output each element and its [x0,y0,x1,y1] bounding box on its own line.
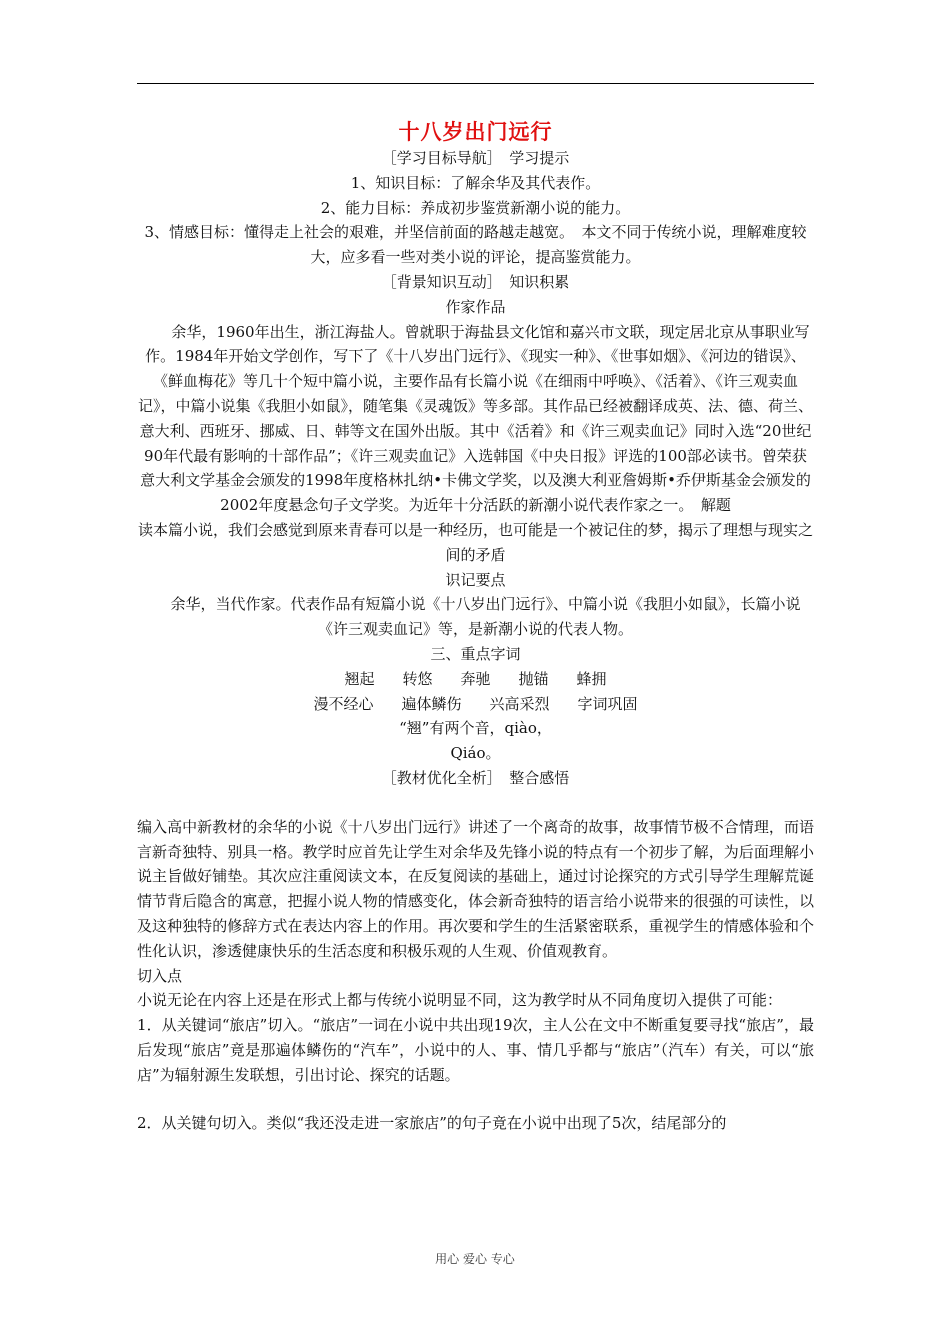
section-heading-analysis: ［教材优化全析］ 整合感悟 [381,768,570,787]
pronunciation-note: “翘”有两个音，qiào， [399,719,552,738]
key-word: 字词巩固 [577,694,638,713]
key-points-paragraph: 余华，当代作家。代表作品有短篇小说《十八岁出门远行》、中篇小说《我胆小如鼠》，长篇小说《许三观卖血记》等，是新潮小说的代表人物。 [170,595,801,639]
key-word: 转悠 [402,669,433,688]
key-word: 翘起 [344,669,375,688]
key-word: 抛锚 [518,669,549,688]
entry-point-2: 2．从关键句切入。类似“我还没走进一家旅店”的句子竟在小说中出现了5次，结尾部分的 [137,1114,727,1133]
entry-point-1: 1．从关键词“旅店”切入。“旅店”一词在小说中共出现19次，主人公在文中不断重复要寻找“旅店”，最后发现“旅店”竟是那遍体鳞伤的“汽车”，小说中的人、事、情几乎都与“旅店”（汽车）有关，可以“旅店”为辐射源生发联想，引出讨论、探究的话题。 [137,1016,814,1084]
author-bio-paragraph: 余华，1960年出生，浙江海盐人。曾就职于海盐县文化馆和嘉兴市文联，现定居北京从事职业写作。1984年开始文学创作，写下了《十八岁出门远行》、《现实一种》、《世事如烟》、《河边的错误》、《鲜血梅花》等几十个短中篇小说，主要作品有长篇小说《在细雨中呼唤》、《活着》、《许三观卖血记》，中篇小说集《我胆小如鼠》，随笔集《灵魂饭》等多部。其作品已经被翻译成英、法、德、荷兰、意大利、西班牙、挪威、日、韩等文在国外出版。其中《活着》和《许三观卖血记》同时入选“20世纪90年代最有影响的十部作品”；《许三观卖血记》入选韩国《中央日报》评选的100部必读书。曾荣获意大利文学基金会颁发的1998年度格林扎纳•卡佛文学奖，以及澳大利亚詹姆斯•乔伊斯基金会颁发的2002年度悬念句子文学奖。为近年十分活跃的新潮小说代表作家之一。 解题 [137,322,813,515]
subheading-key-words: 三、重点字词 [430,644,521,663]
analysis-paragraph: 编入高中新教材的余华的小说《十八岁出门远行》讲述了一个离奇的故事，故事情节极不合情理，而语言新奇独特、别具一格。教学时应首先让学生对余华及先锋小说的特点有一个初步了解，为后面理解小说主旨做好铺垫。其次应注重阅读文本，在反复阅读的基础上，通过讨论探究的方式引导学生理解荒诞情节背后隐含的寓意，把握小说人物的情感变化，体会新奇独特的语言给小说带来的很强的可读性，以及这种独特的修辞方式在表达内容上的作用。再次要和学生的生活紧密联系，重视学生的情感体验和个性化认识，渗透健康快乐的生活态度和积极乐观的人生观、价值观教育。 [137,817,814,960]
key-word: 兴高采烈 [489,694,550,713]
document-title: 十八岁出门远行 [398,119,553,144]
key-word: 遍体鳞伤 [401,694,462,713]
key-word: 漫不经心 [313,694,374,713]
key-words-row-2 [137,692,814,717]
page-footer: 用心 爱心 专心 [435,1252,515,1266]
subheading-entry-point: 切入点 [137,966,183,985]
goal-emotion: 3、情感目标：懂得走上社会的艰难，并坚信前面的路越走越宽。 本文不同于传统小说，理解难度较大，应多看一些对类小说的评论，提高鉴赏能力。 [144,223,807,267]
section-heading-goals: ［学习目标导航］ 学习提示 [381,149,570,167]
header-rule [137,83,814,84]
section-heading-background: ［背景知识互动］ 知识积累 [381,272,570,291]
key-words-row-1 [137,667,814,692]
goal-knowledge: 1、知识目标：了解余华及其代表作。 [350,173,601,192]
subheading-author-works: 作家作品 [445,297,506,316]
key-word: 蜂拥 [576,669,607,688]
pronunciation-note-2: Qiáo。 [450,744,501,763]
goal-ability: 2、能力目标：养成初步鉴赏新潮小说的能力。 [320,198,631,217]
title-explanation: 读本篇小说，我们会感觉到原来青春可以是一种经历，也可能是一个被记住的梦，揭示了理想与现实之间的矛盾 [137,520,813,564]
key-word: 奔驰 [460,669,491,688]
entry-point-intro: 小说无论在内容上还是在形式上都与传统小说明显不同，这为教学时从不同角度切入提供了可能： [137,991,783,1010]
document-body [137,118,814,1136]
subheading-key-points: 识记要点 [445,570,506,589]
